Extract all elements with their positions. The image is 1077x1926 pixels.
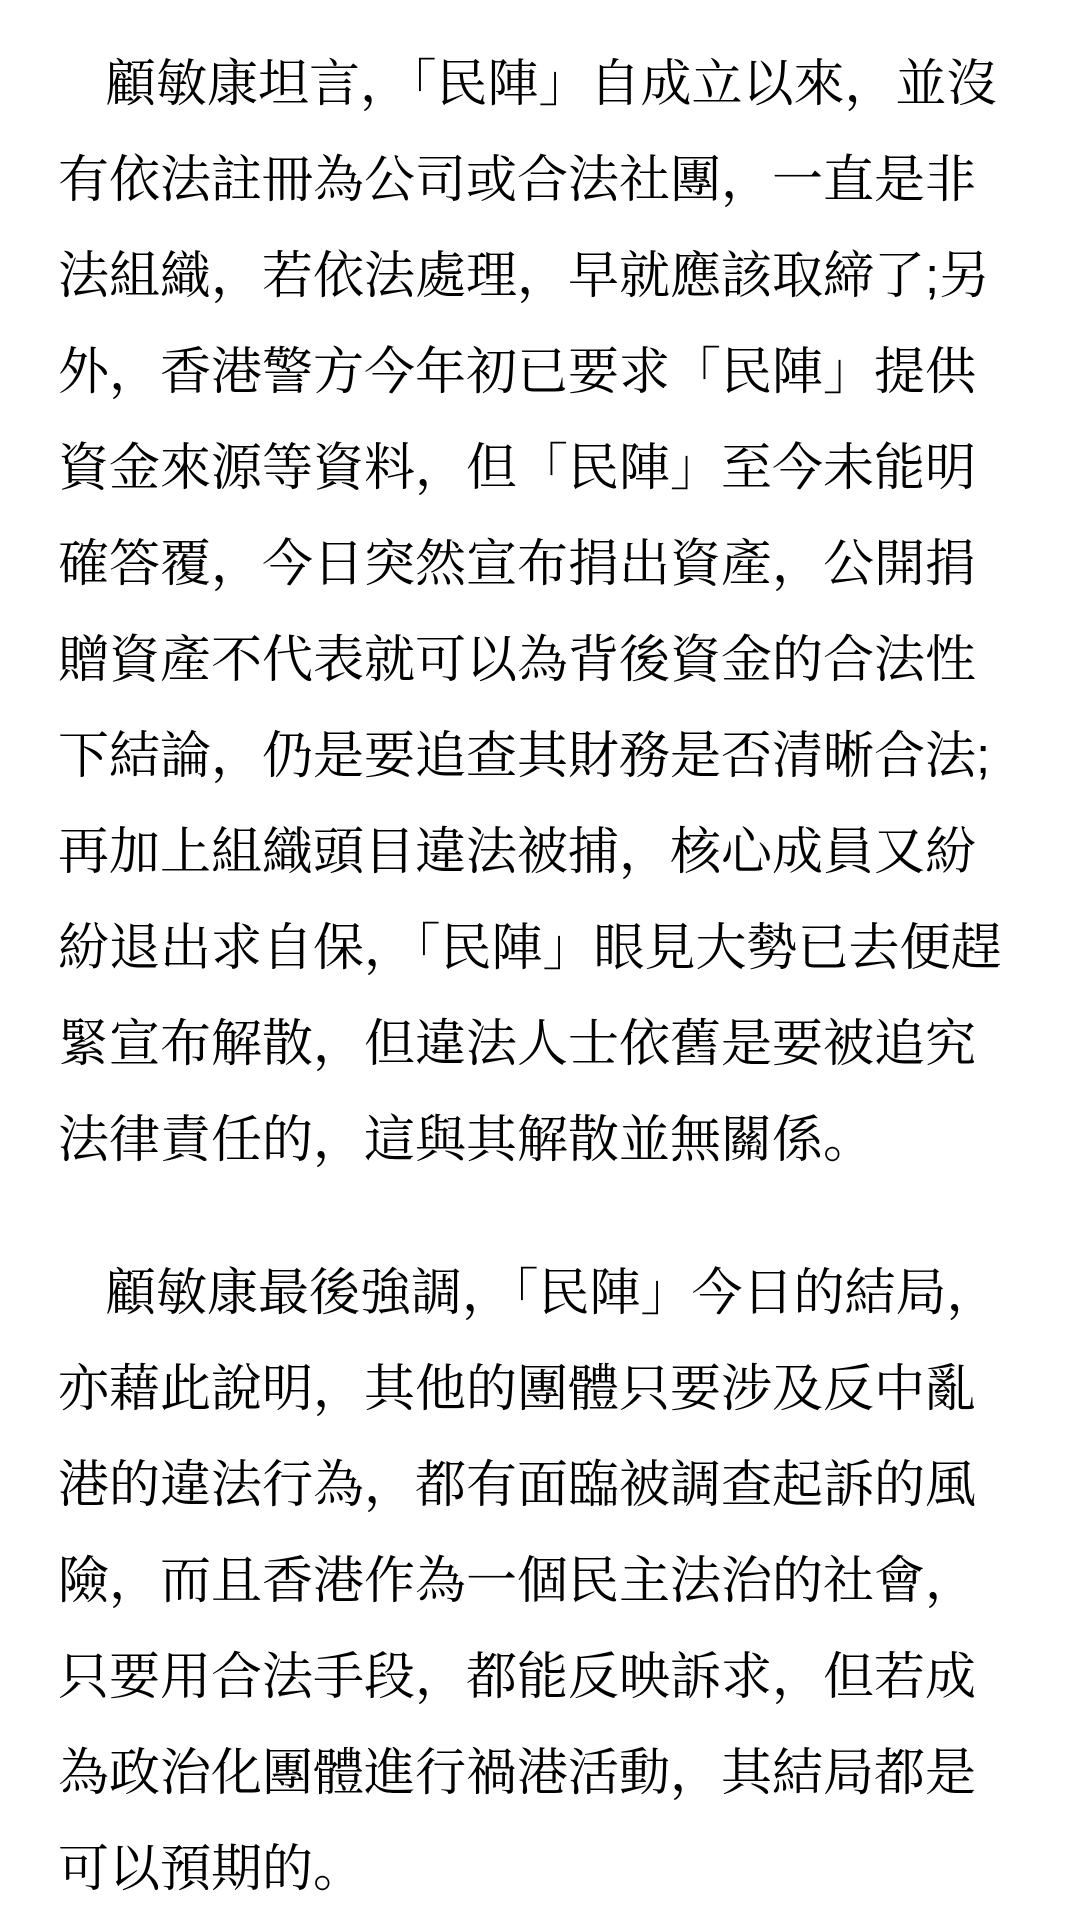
paragraph: 顧敏康坦言，「民陣」自成立以來，並沒有依法註冊為公司或合法社團，一直是非法組織，若依法處理，早就應該取締了;另外，香港警方今年初已要求「民陣」提供資金來源等資料，但「民陣」至今未能明確答覆，今日突然宣布捐出資產，公開捐贈資產不代表就可以為背後資金的合法性下結論，仍是要追查其財務是否清晰合法;再加上組織頭目違法被捕，核心成員又紛紛退出求自保，「民陣」眼見大勢已去便趕緊宣布解散，但違法人士依舊是要被追究法律責任的，這與其解散並無關係。 (58, 55, 1002, 1168)
paragraph: 顧敏康最後強調，「民陣」今日的結局，亦藉此說明，其他的團體只要涉及反中亂港的違法行為，都有面臨被調查起訴的風險，而且香港作為一個民主法治的社會，只要用合法手段，都能反映訴求，但若成為政治化團體進行禍港活動，其結局都是可以預期的。 (58, 1264, 998, 1897)
